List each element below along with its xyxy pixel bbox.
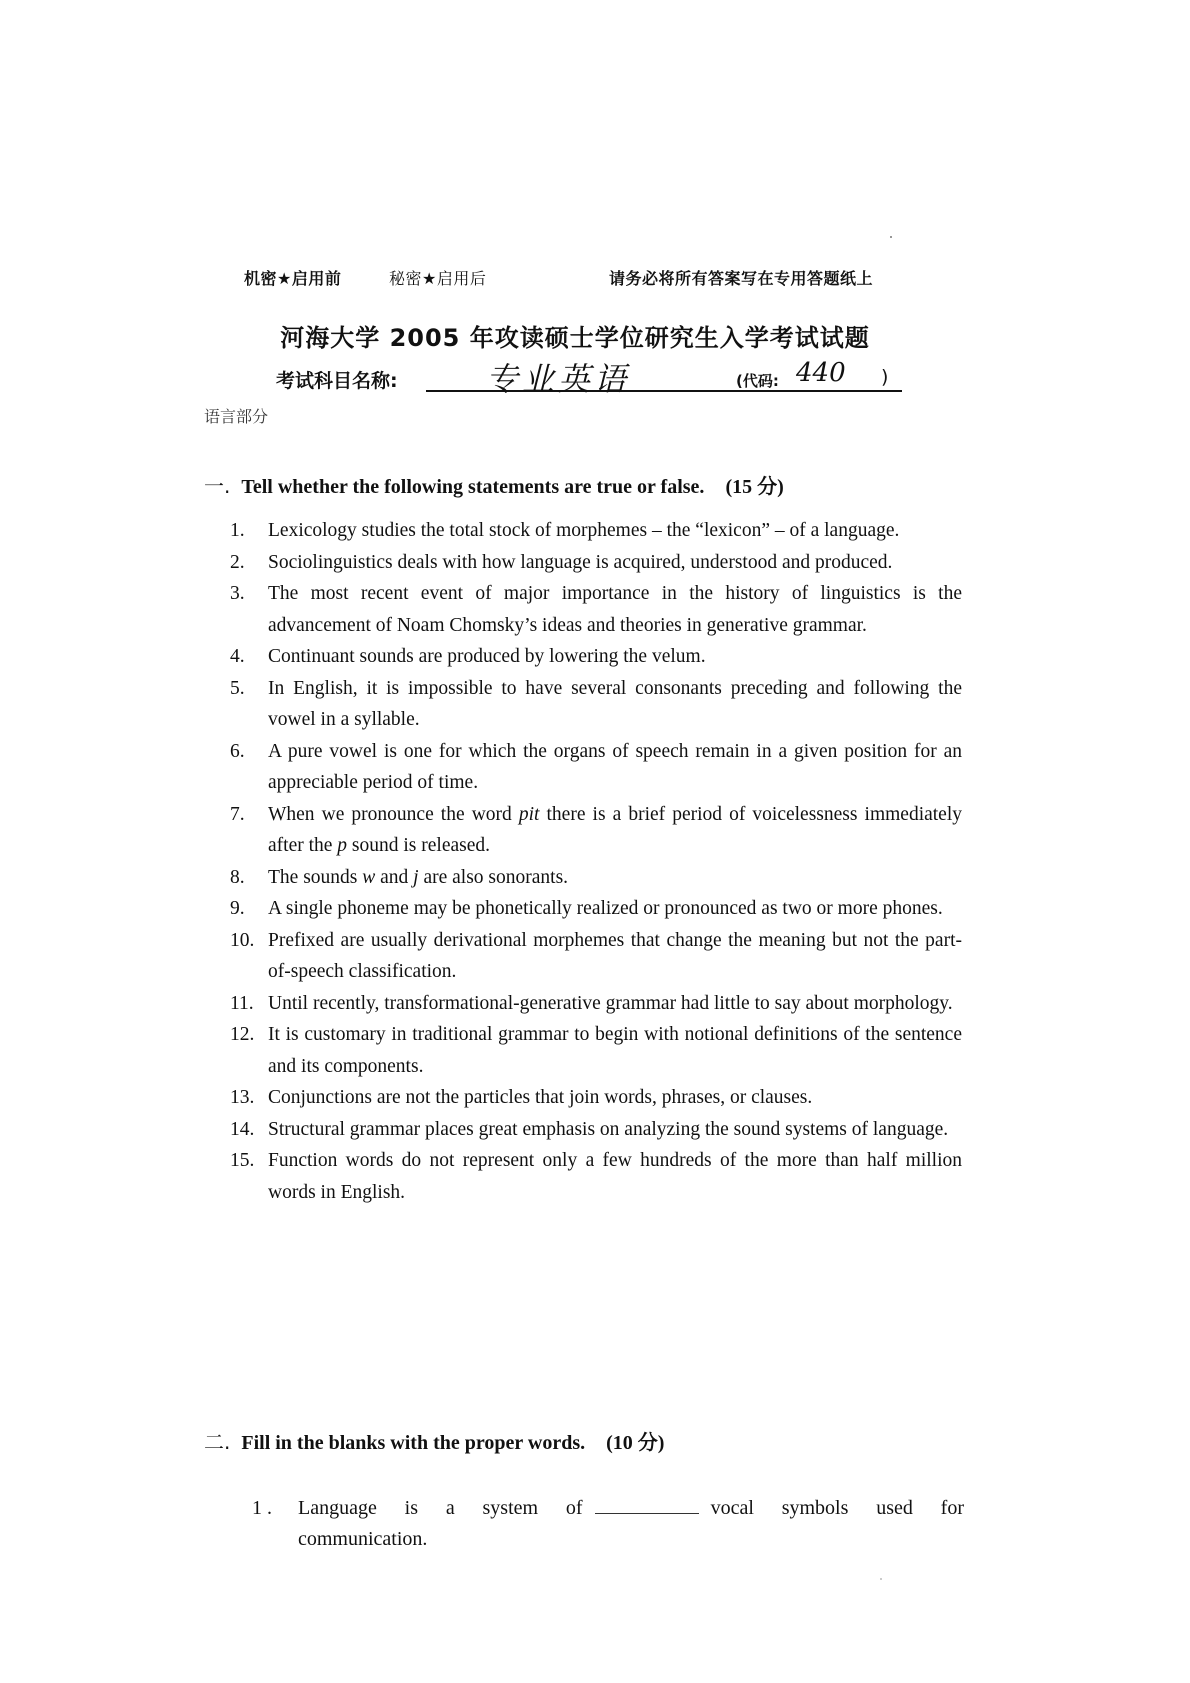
question-item <box>230 1114 962 1146</box>
question-number: 8. <box>230 866 245 888</box>
question-number: 7. <box>230 803 245 825</box>
subject-label: 考试科目名称: <box>276 370 398 392</box>
subject-row <box>276 358 896 398</box>
code-label: (代码: <box>736 372 779 390</box>
section1-question-list <box>230 515 962 1208</box>
question-item <box>230 641 962 673</box>
section1-heading-text: Tell whether the following statements are true or false. <box>241 476 705 498</box>
text-segment: there is a brief period of voicelessness immediately after the <box>268 803 963 856</box>
question-number: 11. <box>230 992 254 1014</box>
scan-speck <box>880 1578 882 1580</box>
question-text: Prefixed are usually derivational morphemes that change the meaning but not the part-of-speech classification. <box>268 929 962 982</box>
text-segment: Language is a system of <box>298 1497 583 1519</box>
italic-term: pit <box>518 803 540 825</box>
question-item <box>230 925 962 988</box>
question-item <box>230 515 962 547</box>
question-number: 5. <box>230 677 245 699</box>
question-item <box>230 862 962 894</box>
section2-question-list <box>252 1493 964 1555</box>
section2-score: (10 分) <box>606 1432 665 1454</box>
question-text: Function words do not represent only a few hundreds of the more than half million words in English. <box>268 1150 962 1203</box>
answer-instruction: 请务必将所有答案写在专用答题纸上 <box>609 269 874 288</box>
question-number: 14. <box>230 1118 255 1140</box>
section2-number: 二. <box>204 1430 231 1454</box>
confidential-before-label: 机密★启用前 <box>244 269 342 288</box>
answer-blank <box>595 1495 699 1514</box>
question-number: 6. <box>230 740 245 762</box>
question-number: 9. <box>230 898 245 919</box>
italic-term: w <box>362 866 376 888</box>
question-number: 15. <box>230 1150 255 1171</box>
fill-blank-item <box>252 1493 964 1555</box>
question-number: 13. <box>230 1087 255 1108</box>
text-segment: The sounds <box>268 866 363 888</box>
question-item <box>230 1019 962 1082</box>
question-text: A pure vowel is one for which the organs of speech remain in a given position for an appreciable period of time. <box>268 740 962 793</box>
question-item <box>230 988 962 1020</box>
question-number: 3. <box>230 583 245 604</box>
part-label: 语言部分 <box>204 407 269 426</box>
question-text: Continuant sounds are produced by lowering the velum. <box>268 646 706 667</box>
question-number: 10. <box>230 929 255 951</box>
confidential-after-label: 秘密★启用后 <box>389 269 487 288</box>
italic-term: j <box>413 866 419 888</box>
confidentiality-strip <box>244 266 924 289</box>
question-text: The most recent event of major importance in the history of linguistics is the advancement of Noam Chomsky’s ideas and theories in generative grammar. <box>268 583 962 636</box>
section1-heading <box>204 470 784 499</box>
text-segment: When we pronounce the word <box>268 803 519 825</box>
question-text: Conjunctions are not the particles that join words, phrases, or clauses. <box>268 1087 813 1108</box>
question-number: 1. <box>230 520 245 541</box>
question-item <box>230 673 962 736</box>
text-segment: sound is released. <box>347 835 491 856</box>
question-item <box>230 547 962 579</box>
question-item <box>230 893 962 925</box>
question-text: In English, it is impossible to have several consonants preceding and following the vowel in a syllable. <box>268 677 962 730</box>
question-number: 12. <box>230 1024 255 1045</box>
question-number: 2. <box>230 551 245 573</box>
question-item <box>230 799 962 862</box>
text-segment: vocal symbols used for communication. <box>298 1497 964 1550</box>
question-item <box>230 1082 962 1114</box>
question-item <box>230 736 962 799</box>
italic-term: p <box>337 835 348 856</box>
scan-speck <box>890 236 892 238</box>
section2-heading <box>204 1426 664 1455</box>
question-text: It is customary in traditional grammar to begin with notional definitions of the sentence and its components. <box>268 1024 962 1077</box>
text-segment: are also sonorants. <box>418 866 569 888</box>
question-text <box>298 1493 964 1555</box>
question-item <box>230 1145 962 1208</box>
question-text <box>268 862 962 894</box>
question-item <box>230 578 962 641</box>
question-number: 4. <box>230 646 245 667</box>
section1-number: 一. <box>204 474 231 498</box>
text-segment: and <box>375 866 414 888</box>
code-handwritten-value: 440 <box>796 358 846 388</box>
question-text: Until recently, transformational-generative grammar had little to say about morphology. <box>268 992 953 1014</box>
subject-handwritten-value: 专业英语 <box>486 360 631 398</box>
question-text: A single phoneme may be phonetically realized or pronounced as two or more phones. <box>268 898 943 919</box>
question-number: 1 . <box>252 1497 272 1519</box>
question-text: Lexicology studies the total stock of morphemes – the “lexicon” – of a language. <box>268 520 900 541</box>
question-text <box>268 799 962 862</box>
question-text: Structural grammar places great emphasis on analyzing the sound systems of language. <box>268 1118 949 1140</box>
section1-score: (15 分) <box>725 476 784 498</box>
question-text: Sociolinguistics deals with how language is acquired, understood and produced. <box>268 551 893 573</box>
code-close-paren: ) <box>881 366 889 388</box>
exam-title: 河海大学 2005 年攻读硕士学位研究生入学考试试题 <box>280 324 870 352</box>
section2-heading-text: Fill in the blanks with the proper words. <box>241 1432 586 1454</box>
